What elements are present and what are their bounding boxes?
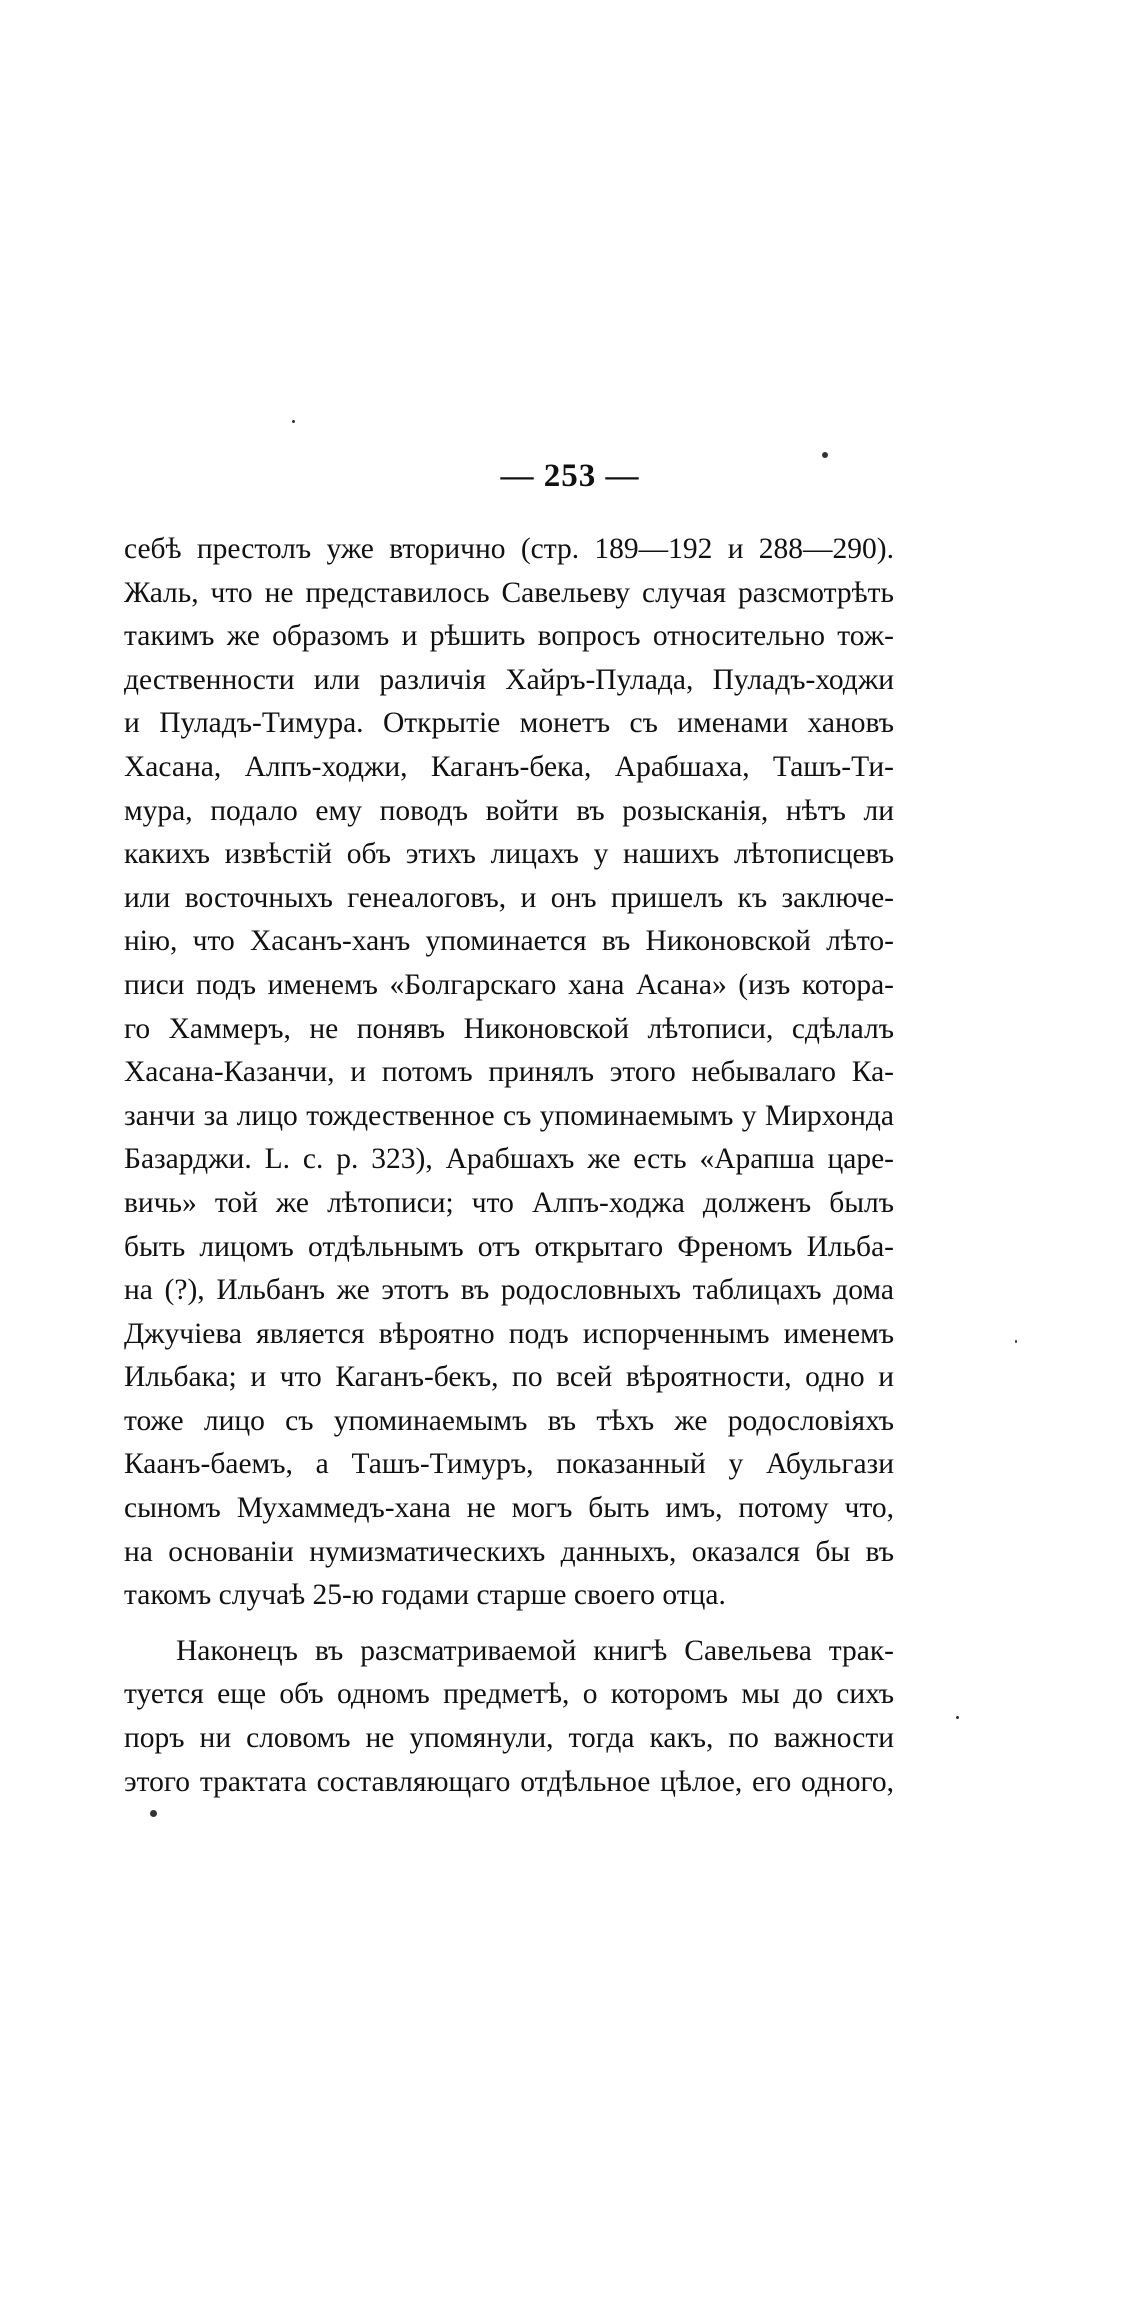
text-line: и Пуладъ-Тимура. Открытіе монетъ съ именами хановъ: [124, 707, 894, 740]
text-line: Каанъ-баемъ, а Ташъ-Тимуръ, показанный у Абульгази: [124, 1448, 894, 1481]
text-line: Джучіева является вѣроятно подъ испорченнымъ именемъ: [124, 1317, 894, 1350]
text-line: сыномъ Мухаммедъ-хана не могъ быть имъ, потому что,: [124, 1492, 894, 1525]
text-line: туется еще объ одномъ предметѣ, о которомъ мы до сихъ: [124, 1678, 894, 1711]
text-line: на основаніи нумизматическихъ данныхъ, оказался бы въ: [124, 1535, 894, 1568]
paragraph-2: [124, 1630, 894, 1804]
paragraph-gap: [124, 1618, 894, 1630]
text-line: такомъ случаѣ 25-ю годами старше своего отца.: [124, 1579, 726, 1612]
text-line: быть лицомъ отдѣльнымъ отъ открытаго Френомъ Ильба-: [124, 1230, 894, 1263]
scan-speck: [292, 420, 295, 423]
text-line: Жаль, что не представилось Савельеву случая разсмотрѣть: [124, 576, 894, 609]
text-line: дественности или различія Хайръ-Пулада, Пуладъ-ходжи: [124, 663, 894, 696]
text-line: поръ ни словомъ не упомянули, тогда какъ, по важности: [124, 1722, 894, 1755]
text-line: какихъ извѣстій объ этихъ лицахъ у нашихъ лѣтописцевъ: [124, 838, 894, 871]
text-line: Наконецъ въ разсматриваемой книгѣ Савельева трак-: [176, 1634, 894, 1667]
text-line: такимъ же образомъ и рѣшить вопросъ относительно тож-: [124, 620, 894, 653]
scan-speck: [956, 1716, 959, 1719]
text-line: Базарджи. L. c. p. 323), Арабшахъ же есть «Арапша царе-: [124, 1143, 894, 1176]
scan-speck: [150, 1810, 157, 1817]
text-line: тоже лицо съ упоминаемымъ въ тѣхъ же родословіяхъ: [124, 1404, 894, 1437]
text-line: нію, что Хасанъ-ханъ упоминается въ Никоновской лѣто-: [124, 925, 894, 958]
body-text: [124, 528, 894, 1804]
page-number: — 253 —: [500, 458, 640, 494]
text-line: занчи за лицо тождественное съ упоминаемымъ у Мирхонда: [124, 1099, 894, 1132]
text-line: на (?), Ильбанъ же этотъ въ родословныхъ таблицахъ дома: [124, 1274, 894, 1307]
text-line: Хасана-Казанчи, и потомъ принялъ этого небывалаго Ка-: [124, 1056, 894, 1089]
paragraph-1: [124, 528, 894, 1618]
text-line: го Хаммеръ, не понявъ Никоновской лѣтописи, сдѣлалъ: [124, 1012, 894, 1045]
text-line: этого трактата составляющаго отдѣльное цѣлое, его одного,: [124, 1765, 894, 1798]
text-line: мура, подало ему поводъ войти въ розысканія, нѣтъ ли: [124, 794, 894, 827]
text-line: себѣ престолъ уже вторично (стр. 189—192 и 288—290).: [124, 533, 894, 565]
scan-speck: [1015, 1340, 1017, 1343]
text-line: Хасана, Алпъ-ходжи, Каганъ-бека, Арабшаха, Ташъ-Ти-: [124, 750, 894, 783]
text-line: писи подъ именемъ «Болгарскаго хана Асана» (изъ котора-: [124, 968, 894, 1001]
text-line: Ильбака; и что Каганъ-бекъ, по всей вѣроятности, одно и: [124, 1361, 894, 1394]
text-line: вичь» той же лѣтописи; что Алпъ-ходжа долженъ былъ: [124, 1186, 894, 1219]
text-line: или восточныхъ генеалоговъ, и онъ пришелъ къ заключе-: [124, 881, 894, 914]
scan-speck: [822, 452, 828, 458]
